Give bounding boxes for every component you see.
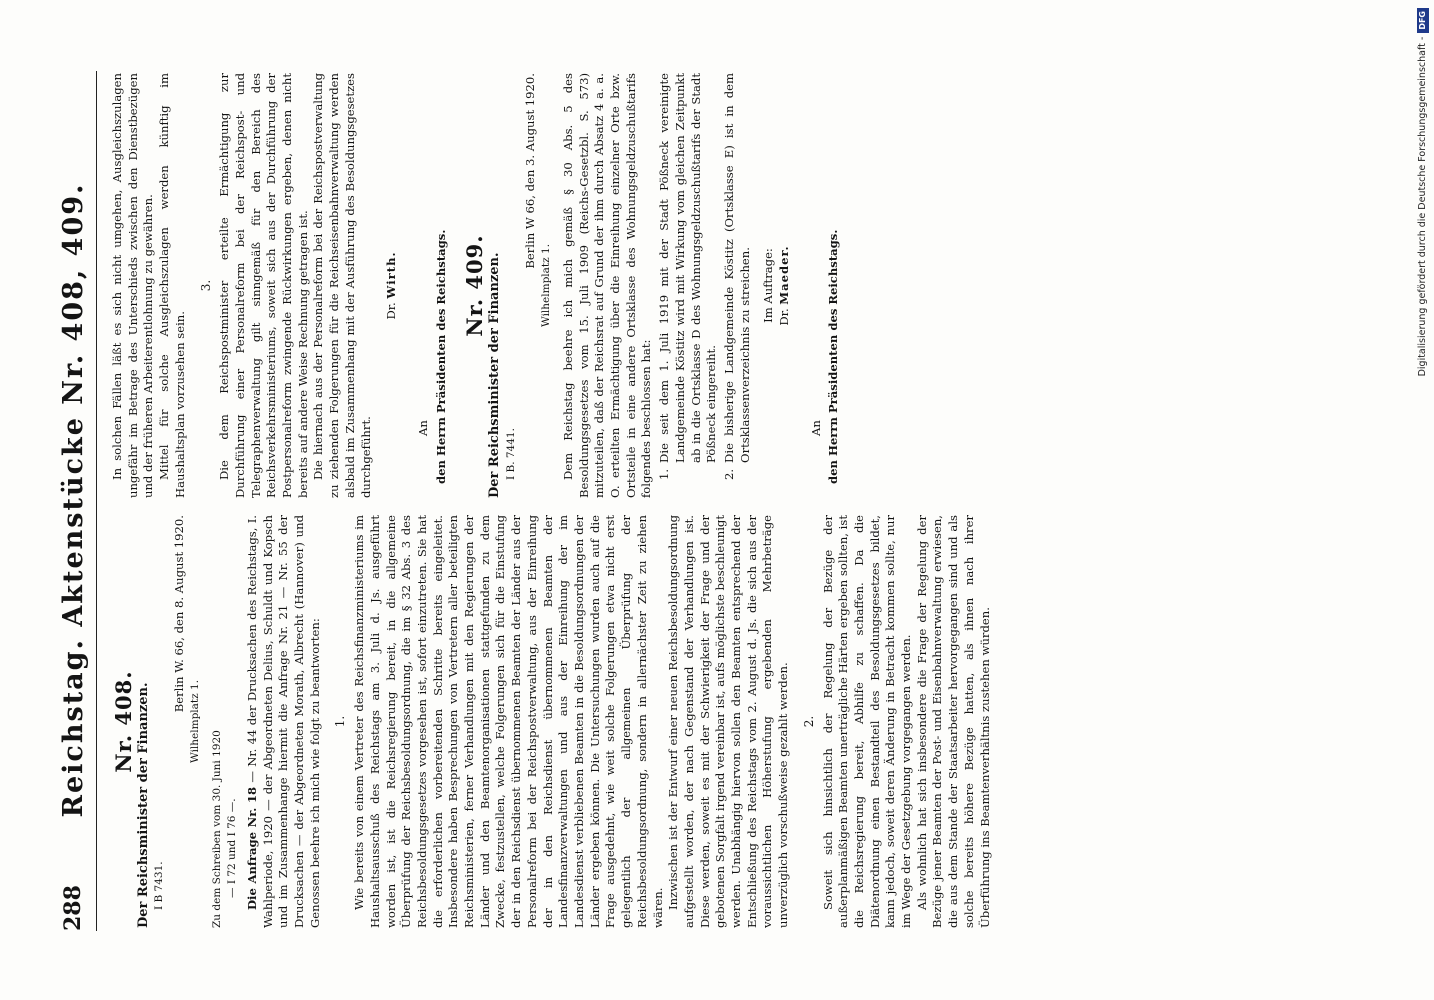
section-1-paragraph-1: Wie bereits von einem Vertreter des Reichsfinanzministeriums im Haushaltsausschuß des Reichstags am 3. Juli d. Js. ausgeführt worden ist, ist die Reichsregierung bereit, in die allgemeine Überprüfung der Reichsbesoldungsordnung, die im § 32 Abs. 3 des Reichsbesoldungsgesetzes vorgesehen ist, sofort einzutreten. Sie hat die erforderlichen vorbereitenden Schritte bereits eingeleitet. Insbesondere haben Besprechungen von Vertretern aller beteiligten Reichsministerien, ferner Verhandlungen mit den Regierungen der Länder und den Beamtenorganisationen stattgefunden zu dem Zwecke, festzustellen, welche Folgerungen sich für die Einstufung der in den Reichsdienst übernommenen Beamten der Länder aus der Personalreform bei der Reichspostverwaltung, aus der Einreihung der in den Reichsdienst übernommenen Beamten der Landesfinanzverwaltungen und aus der Einreihung der im Landesdienst verbliebenen Beamten in die Besoldungsordnungen der Länder ergeben können. Die Untersuchungen wurden auch auf die Frage ausgedehnt, wie weit solche Folgerungen etwa nicht erst gelegentlich der allgemeinen Überprüfung der Reichsbesoldungsordnung, sondern in allernächster Zeit zu ziehen wären.	[352, 515, 665, 928]
doc-408-intro-text: — Nr. 44 der Drucksachen des Reichstags, I. Wahlperiode, 1920 — der Abgeordneten Delius, Schuldt und Kopsch und im Zusammenhange hiermit die Anfrage Nr. 21 — Nr. 55 der Drucksachen — der Abgeordneten Morath, Albrecht (Hannover) und Genossen beehre ich mich wie folgt zu beantworten:	[244, 515, 322, 928]
digitization-note: Digitalisierung gefördert durch die Deutsche Forschungsgemeinschaft -	[1417, 36, 1428, 377]
doc-408-reference: I B 7431.	[153, 861, 166, 910]
section-3-paragraph-1: Die dem Reichspostminister erteilte Ermächtigung zur Durchführung einer Personalreform bei der Reichspost- und Telegraphenverwaltung gilt sinngemäß für den Bereich des Reichsverkehrsministeriums, soweit sich aus der Durchführung der Postpersonalreform zwingende Rückwirkungen ergeben, denen nicht bereits auf andere Weise Rechnung getragen ist.	[217, 73, 310, 498]
item-number: 2.	[721, 468, 736, 480]
doc-409-sig-prefix: Im Auftrage:	[761, 248, 776, 323]
left-column	[110, 515, 993, 928]
continuation-paragraph-2: Mittel für solche Ausgleichszulagen werden künftig im Haushaltsplan vorzusehen sein.	[157, 73, 187, 498]
doc-408-intro	[245, 515, 324, 928]
doc-408-number: Nr. 408.	[111, 670, 136, 773]
signature-name: Maeder.	[777, 245, 792, 305]
doc-408-addressee: den Herrn Präsidenten des Reichstags.	[433, 229, 448, 484]
doc-408-addressee-an: An	[415, 420, 430, 436]
page-number: 288	[60, 885, 86, 931]
doc-409-place-date: Berlin W 66, den 3. August 1920.	[523, 73, 538, 269]
dfg-logo: DFG	[1417, 8, 1429, 33]
section-1-number: 1.	[333, 715, 348, 728]
section-2-paragraph-1: Soweit sich hinsichtlich der Regelung der Bezüge der außerplanmäßigen Beamten unerträgliche Härten ergeben sollten, ist die Reichsregierung bereit, Abhilfe zu schaffen. Da die Diätenordnung einen Bestandteil des Besoldungsgesetzes bildet, kann jedoch, soweit deren Änderung in Betracht kommen sollte, nur im Wege der Gesetzgebung vorgegangen werden.	[820, 515, 914, 928]
doc-409-street: Wilhelmplatz 1.	[540, 243, 553, 328]
doc-409-paragraph: Dem Reichstag beehre ich mich gemäß § 30 Abs. 5 des Besoldungsgesetzes vom 15. Juli 1909 (Reichs-Gesetzbl. S. 573) mitzuteilen, daß der Reichsrat auf Grund der ihm durch Absatz 4 a. a. O. erteilten Ermächtigung über die Einreihung einzelner Orte bzw. Ortsteile in eine andere Ortsklasse des Wohnungsgeldzuschußtarifs folgendes beschlossen hat:	[560, 73, 654, 498]
doc-409-item-1	[657, 73, 720, 480]
doc-409-reference: I B. 7441.	[504, 428, 517, 480]
doc-408-place-date: Berlin W. 66, den 8. August 1920.	[172, 515, 187, 713]
doc-408-street: Wilhelmplatz 1.	[188, 679, 201, 764]
doc-408-ref-numbers: — I 72 und I 76 —.	[226, 798, 239, 898]
signature-name: Wirth.	[384, 251, 399, 299]
digitization-strip	[1415, 8, 1431, 992]
section-2-paragraph-2: Als wohnlich hat sich insbesondere die Frage der Regelung der Bezüge jener Beamten der Post- und Eisenbahnverwaltung erwiesen, die aus dem Stande der Staatsarbeiter hervorgegangen sind und als solche bereits höhere Bezüge hatten, als ihnen nach ihrer Überführung ins Beamtenverhältnis zustehen würden.	[914, 515, 992, 928]
header-rule	[96, 71, 97, 931]
section-1-paragraph-2: Inzwischen ist der Entwurf einer neuen Reichsbesoldungsordnung aufgestellt worden, der nach Gegenstand der Verhandlungen ist. Diese werden, soweit es mit der Schwierigkeit der Frage und der gebotenen Sorgfalt irgend vereinbar ist, aufs möglichste beschleunigt werden. Unabhängig hiervon sollen den Beamten entsprechend der Entschließung des Reichstags vom 2. August d. Js. die sich aus der voraussichtlichen Höherstufung ergebenden Mehrbeträge unverzüglich vorschußweise gezahlt werden.	[666, 515, 791, 928]
right-column	[110, 73, 842, 498]
continuation-paragraph-1: In solchen Fällen läßt es sich nicht umgehen, Ausgleichszulagen ungefähr im Betrage des Unterschieds zwischen den Dienstbezügen und der früheren Arbeiterentlohnung zu gewähren.	[110, 73, 156, 498]
doc-409-sender: Der Reichsminister der Finanzen.	[487, 252, 503, 498]
signature-prefix: Dr.	[384, 298, 399, 320]
doc-409-addressee: den Herrn Präsidenten des Reichstags.	[826, 229, 841, 484]
doc-409-item-2	[722, 73, 753, 480]
section-2-number: 2.	[801, 715, 816, 728]
doc-409-addressee-an: An	[808, 420, 823, 436]
running-header: Reichstag. Aktenstücke Nr. 408, 409.	[58, 182, 89, 818]
item-text: Die bisherige Landgemeinde Köstitz (Ortsklasse E) ist in dem Ortsklassenverzeichnis zu streichen.	[721, 73, 752, 463]
item-text: Die seit dem 1. Juli 1919 mit der Stadt Pößneck vereinigte Landgemeinde Köstitz wird mit Wirkung vom gleichen Zeitpunkt ab in die Ortsklasse D des Wohnungsgeldzuschußtarifs der Stadt Pößneck eingereiht.	[657, 73, 719, 463]
doc-408-signature	[384, 73, 400, 498]
section-3-number: 3.	[198, 279, 213, 292]
item-number: 1.	[657, 468, 672, 480]
digitization-note-line	[1415, 8, 1431, 992]
doc-408-ref-letter: Zu dem Schreiben vom 30. Juni 1920	[210, 730, 223, 928]
doc-408-sender: Der Reichsminister der Finanzen.	[135, 682, 151, 928]
anfrage-label: Die Anfrage Nr. 18	[244, 786, 259, 910]
signature-prefix: Dr.	[777, 304, 792, 326]
doc-409-number: Nr. 409.	[462, 234, 488, 337]
doc-409-signature	[777, 73, 793, 498]
section-3-paragraph-2: Die hiernach aus der Personalreform bei der Reichspostverwaltung zu ziehenden Folgerungen für die Reichseisenbahnverwaltung werden alsbald im Zusammenhang mit der Ausführung des Besoldungsgesetzes durchgeführt.	[311, 73, 373, 498]
